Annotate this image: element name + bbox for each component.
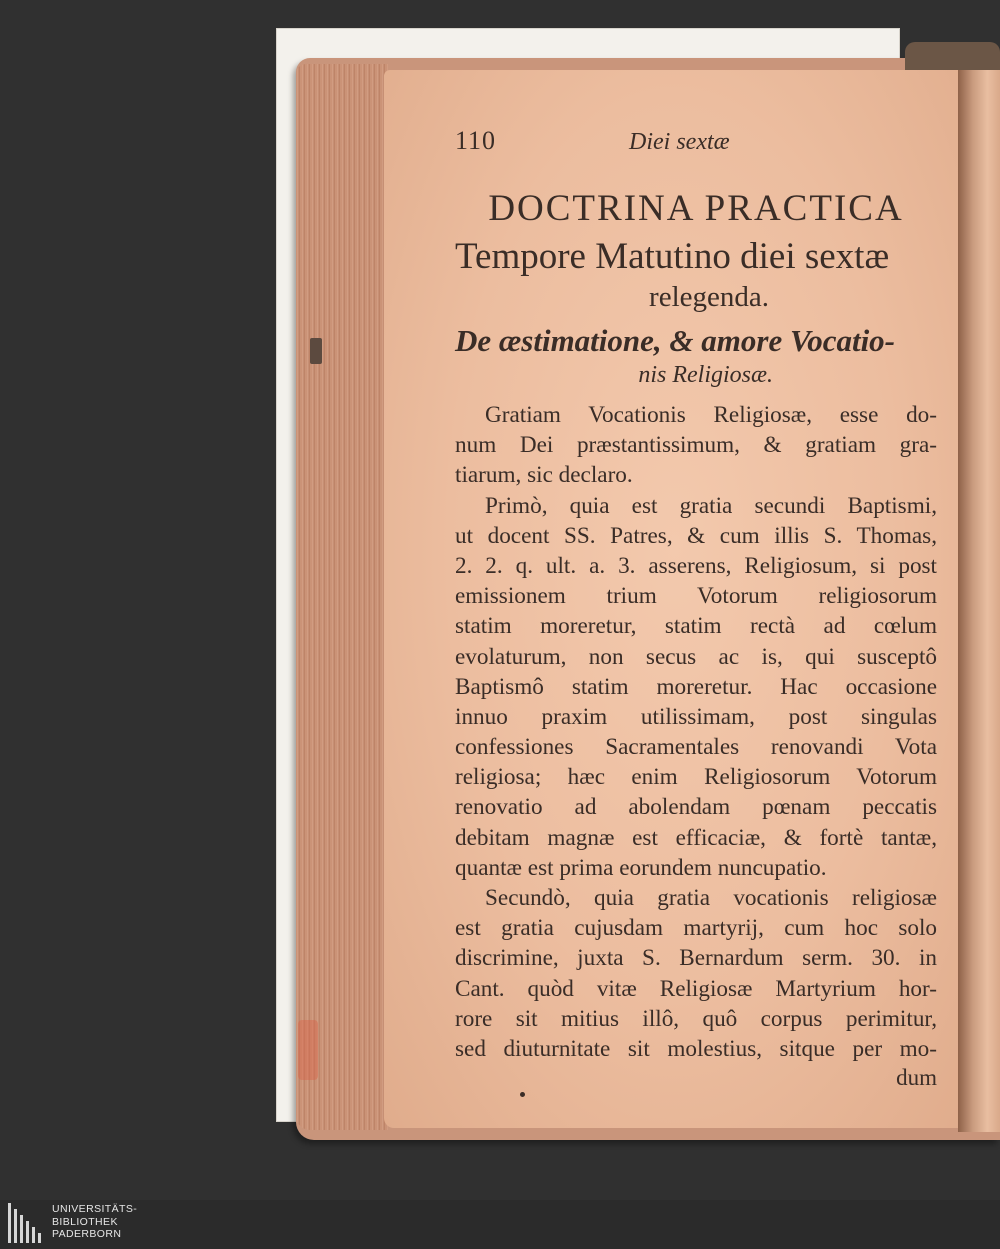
catchword: dum [896, 1065, 937, 1091]
library-logo-icon [8, 1203, 44, 1243]
body-line: ut docent SS. Patres, & cum illis S. Thomas, [455, 522, 937, 549]
body-line: tiarum, sic declaro. [455, 462, 633, 489]
subtitle-line-1: Tempore Matutino diei sextæ [455, 236, 890, 277]
body-text [455, 400, 937, 1064]
edge-stain [298, 1020, 318, 1080]
footer-bar [0, 1200, 1000, 1249]
body-line: 2. 2. q. ult. a. 3. asserens, Religiosum, si post [455, 552, 937, 579]
section-heading-line-2: nis Religiosæ. [638, 362, 773, 388]
library-logo-text [52, 1203, 137, 1241]
logo-line-3: PADERBORN [52, 1228, 122, 1240]
body-line: discrimine, juxta S. Bernardum serm. 30. in [455, 945, 937, 972]
section-heading-line-1: De æstimatione, & amore Vocatio- [455, 323, 896, 358]
body-line: innuo praxim utilissimam, post singulas [455, 703, 937, 730]
running-head: Diei sextæ [629, 129, 730, 155]
page-title: DOCTRINA PRACTICA [488, 188, 904, 229]
body-line: Baptismô statim moreretur. Hac occasione [455, 673, 937, 700]
body-line: quantæ est prima eorundem nuncupatio. [455, 854, 827, 881]
body-line: Secundò, quia gratia vocationis religiosæ [485, 885, 937, 911]
logo-line-2: BIBLIOTHEK [52, 1215, 118, 1228]
page-tab-marker [310, 338, 322, 364]
body-line: num Dei præstantissimum, & gratiam gra- [455, 432, 937, 459]
body-line: debitam magnæ est efficaciæ, & fortè tantæ, [455, 824, 937, 851]
subtitle-line-2: relegenda. [649, 281, 769, 313]
body-line: est gratia cujusdam martyrij, cum hoc solo [455, 915, 937, 942]
running-header [455, 126, 937, 166]
page-content [455, 126, 937, 1092]
book-gutter [958, 70, 1000, 1132]
page-edges [296, 64, 388, 1130]
body-line: Primò, quia est gratia secundi Baptismi, [485, 492, 937, 519]
page-number: 110 [455, 126, 497, 155]
body-line: Gratiam Vocationis Religiosæ, esse do- [485, 402, 937, 428]
body-line: confessiones Sacramentales renovandi Vota [455, 734, 937, 761]
body-line: Cant. quòd vitæ Religiosæ Martyrium hor- [455, 975, 937, 1002]
body-line: religiosa; hæc enim Religiosorum Votorum [455, 764, 937, 791]
body-line: rore sit mitius illô, quô corpus perimitur, [455, 1005, 937, 1032]
ink-dot [520, 1092, 525, 1097]
logo-line-1: UNIVERSITÄTS- [52, 1203, 138, 1215]
body-line: emissionem trium Votorum religiosorum [455, 583, 937, 610]
body-line: renovatio ad abolendam pœnam peccatis [455, 794, 937, 821]
body-line: evolaturum, non secus ac is, qui susceptô [455, 643, 937, 670]
body-line: statim moreretur, statim rectà ad cœlum [455, 613, 937, 640]
body-line: sed diuturnitate sit molestius, sitque per mo- [455, 1035, 937, 1062]
